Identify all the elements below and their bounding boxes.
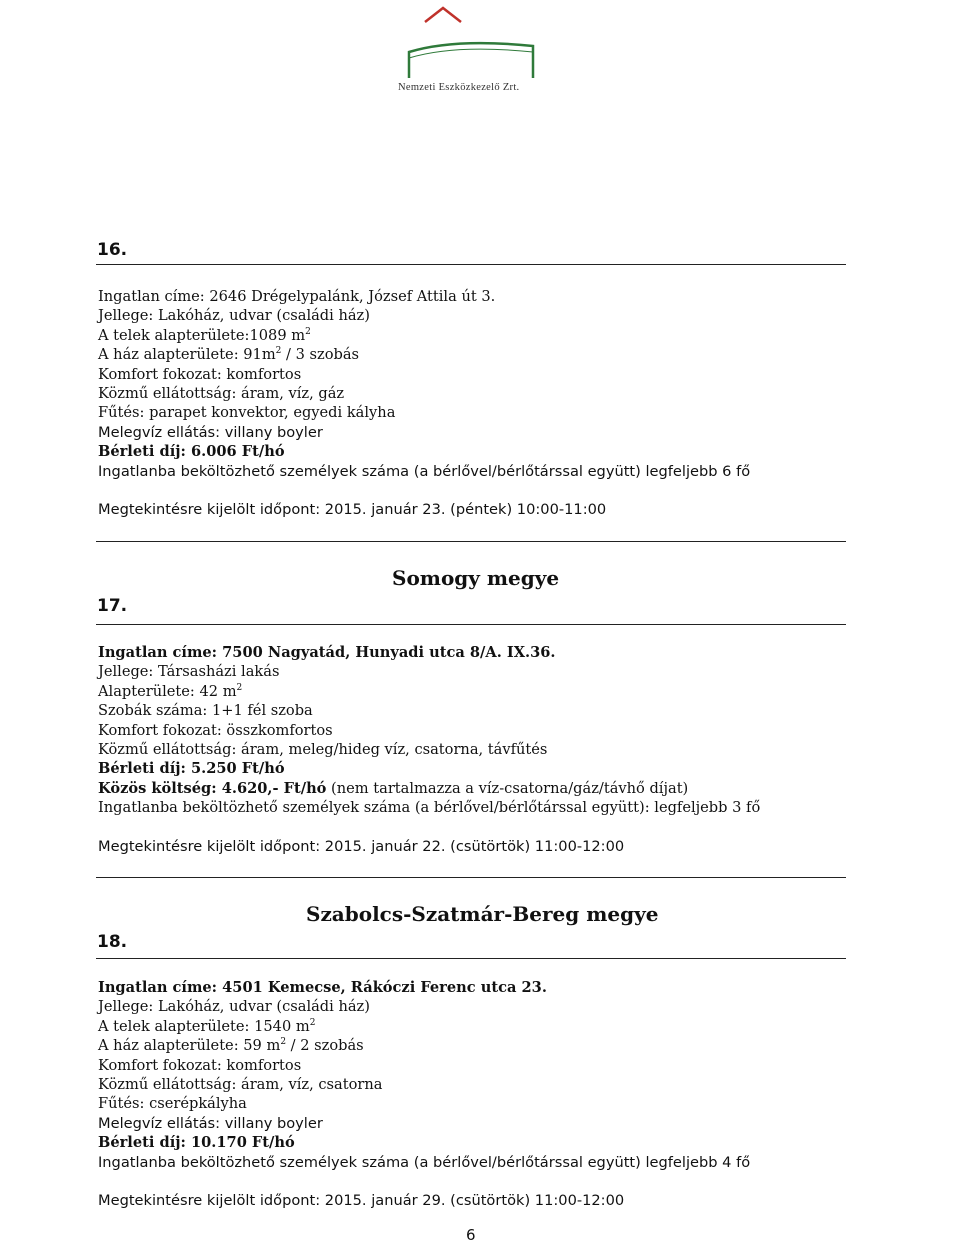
comfort: Komfort fokozat: komfortos	[98, 365, 302, 383]
type: Jellege: Társasházi lakás	[98, 663, 280, 681]
viewing-time: Megtekintésre kijelölt időpont: 2015. január 29. (csütörtök) 11:00-12:00	[98, 1192, 625, 1210]
area: Alapterülete: 42 $m^2$	[98, 682, 243, 700]
listing-18	[98, 978, 750, 1210]
rent: Bérleti díj: 10.170 Ft/hó	[98, 1134, 295, 1152]
listing-16	[98, 287, 750, 519]
occupants: Ingatlanba beköltözhető személyek száma (a bérlővel/bérlőtárssal együtt): legfeljebb 3 fő	[98, 799, 761, 817]
plot-area: A telek alapterülete: 1540 $m^2$	[98, 1017, 316, 1035]
occupants: Ingatlanba beköltözhető személyek száma (a bérlővel/bérlőtárssal együtt) legfeljebb 6 fő	[98, 462, 751, 480]
divider	[96, 541, 846, 542]
occupants: Ingatlanba beköltözhető személyek száma (a bérlővel/bérlőtárssal együtt) legfeljebb 4 fő	[98, 1153, 751, 1171]
viewing-time: Megtekintésre kijelölt időpont: 2015. január 22. (csütörtök) 11:00-12:00	[98, 837, 625, 855]
address: Ingatlan címe: 7500 Nagyatád, Hunyadi utca 8/A. IX.36.	[98, 644, 556, 661]
plot-area: A telek alapterülete:1089 $m^2$	[98, 326, 311, 344]
logo-text: Nemzeti Eszközkezelő Zrt.	[398, 82, 520, 93]
divider	[96, 958, 846, 959]
heating: Fűtés: parapet konvektor, egyedi kályha	[98, 404, 396, 422]
section-number-18: 18.	[97, 932, 128, 952]
hot-water: Melegvíz ellátás: villany boyler	[98, 423, 323, 441]
divider	[96, 624, 846, 625]
address: Ingatlan címe: 4501 Kemecse, Rákóczi Ferenc utca 23.	[98, 979, 547, 996]
county-heading-szabolcs: Szabolcs-Szatmár-Bereg megye	[306, 902, 659, 926]
comfort: Komfort fokozat: összkomfortos	[98, 721, 333, 739]
type: Jellege: Lakóház, udvar (családi ház)	[98, 998, 370, 1016]
address: Ingatlan címe: 2646 Drégelypalánk, József Attila út 3.	[98, 288, 496, 305]
utilities: Közmű ellátottság: áram, meleg/hideg víz, csatorna, távfűtés	[98, 741, 548, 759]
heating: Fűtés: cserépkályha	[98, 1095, 247, 1113]
house-area: A ház alapterülete: 59 $m^2 / 2$ szobás	[98, 1037, 364, 1055]
type: Jellege: Lakóház, udvar (családi ház)	[98, 307, 370, 325]
rent: Bérleti díj: 6.006 Ft/hó	[98, 443, 285, 461]
listing-17	[98, 643, 760, 856]
utilities: Közmű ellátottság: áram, víz, csatorna	[98, 1076, 383, 1094]
hot-water: Melegvíz ellátás: villany boyler	[98, 1114, 323, 1132]
section-number-16: 16.	[97, 240, 128, 260]
divider	[96, 877, 846, 878]
utilities: Közmű ellátottság: áram, víz, gáz	[98, 385, 345, 403]
county-heading-somogy: Somogy megye	[392, 566, 560, 590]
comfort: Komfort fokozat: komfortos	[98, 1056, 302, 1074]
viewing-time: Megtekintésre kijelölt időpont: 2015. január 23. (péntek) 10:00-11:00	[98, 501, 607, 519]
divider	[96, 264, 846, 265]
house-area: A ház alapterülete: $91m^2 / 3$ szobás	[98, 346, 360, 364]
rooms: Szobák száma: 1+1 fél szoba	[98, 702, 313, 720]
common-cost: Közös költség: 4.620,- Ft/hó (nem tartalmazza a víz-csatorna/gáz/távhő díjat)	[98, 779, 689, 797]
page-number: 6	[466, 1226, 476, 1244]
rent: Bérleti díj: 5.250 Ft/hó	[98, 760, 285, 778]
section-number-17: 17.	[97, 596, 128, 616]
